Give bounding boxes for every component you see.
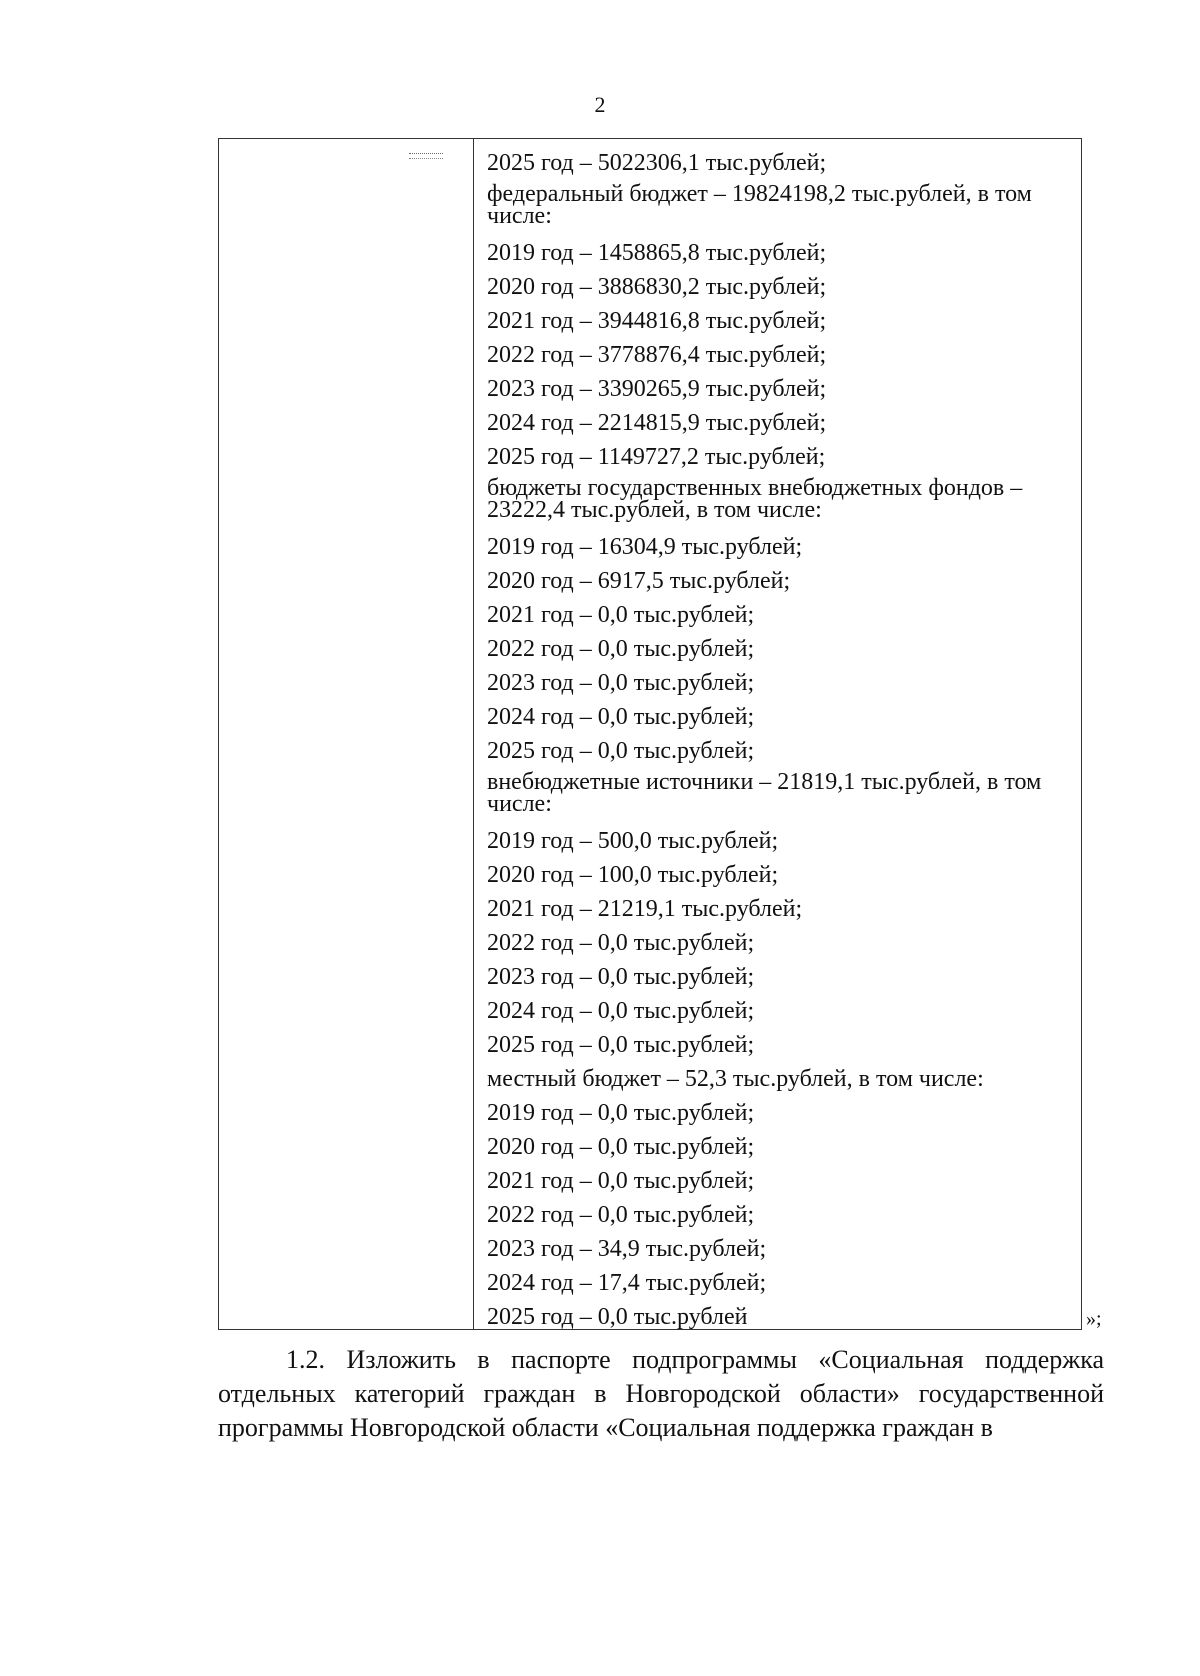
funding-line: 2019 год – 500,0 тыс.рублей; — [487, 828, 779, 854]
funding-line: 2021 год – 3944816,8 тыс.рублей; — [487, 308, 827, 334]
funding-line: 2020 год – 100,0 тыс.рублей; — [487, 862, 779, 888]
funding-line: 2024 год – 0,0 тыс.рублей; — [487, 704, 755, 730]
funding-line: 2020 год – 3886830,2 тыс.рублей; — [487, 274, 827, 300]
funding-line: 2019 год – 16304,9 тыс.рублей; — [487, 534, 803, 560]
closing-quote: »; — [1086, 1308, 1102, 1330]
funding-line: 2023 год – 3390265,9 тыс.рублей; — [487, 376, 827, 402]
column-divider — [473, 139, 474, 1329]
funding-line: 2025 год – 1149727,2 тыс.рублей; — [487, 444, 826, 470]
funding-line: внебюджетные источники – 21819,1 тыс.рублей, в том числе: — [487, 769, 1042, 817]
funding-line: 2023 год – 0,0 тыс.рублей; — [487, 964, 755, 990]
funding-line: местный бюджет – 52,3 тыс.рублей, в том числе: — [487, 1066, 984, 1092]
funding-line: 2019 год – 0,0 тыс.рублей; — [487, 1100, 755, 1126]
funding-line: федеральный бюджет – 19824198,2 тыс.рублей, в том числе: — [487, 181, 1032, 229]
funding-table — [218, 138, 1082, 1330]
funding-line: 2022 год – 3778876,4 тыс.рублей; — [487, 342, 827, 368]
funding-line: 2020 год – 6917,5 тыс.рублей; — [487, 568, 791, 594]
funding-line: бюджеты государственных внебюджетных фондов – 23222,4 тыс.рублей, в том числе: — [487, 475, 1023, 523]
funding-line: 2025 год – 0,0 тыс.рублей; — [487, 738, 755, 764]
funding-line: 2023 год – 34,9 тыс.рублей; — [487, 1236, 767, 1262]
funding-line: 2022 год – 0,0 тыс.рублей; — [487, 636, 755, 662]
funding-line: 2022 год – 0,0 тыс.рублей; — [487, 1202, 755, 1228]
funding-line: 2022 год – 0,0 тыс.рублей; — [487, 930, 755, 956]
funding-line: 2021 год – 0,0 тыс.рублей; — [487, 602, 755, 628]
funding-line: 2021 год – 0,0 тыс.рублей; — [487, 1168, 755, 1194]
funding-line: 2023 год – 0,0 тыс.рублей; — [487, 670, 755, 696]
scan-artifact — [409, 153, 443, 159]
funding-line: 2025 год – 0,0 тыс.рублей; — [487, 1032, 755, 1058]
funding-line: 2025 год – 0,0 тыс.рублей — [487, 1304, 748, 1330]
page-number: 2 — [594, 92, 606, 117]
funding-line: 2024 год – 0,0 тыс.рублей; — [487, 998, 755, 1024]
body-paragraph: 1.2. Изложить в паспорте подпрограммы «Социальная поддержка отдельных категорий граждан в Новгородской области» государственной программы Новгородской области «Социальная поддержка граждан в — [218, 1345, 1104, 1442]
funding-line: 2024 год – 2214815,9 тыс.рублей; — [487, 410, 827, 436]
funding-lines — [487, 149, 1077, 1337]
funding-line: 2025 год – 5022306,1 тыс.рублей; — [487, 150, 827, 176]
funding-line: 2019 год – 1458865,8 тыс.рублей; — [487, 240, 827, 266]
funding-line: 2024 год – 17,4 тыс.рублей; — [487, 1270, 767, 1296]
funding-line: 2020 год – 0,0 тыс.рублей; — [487, 1134, 755, 1160]
funding-line: 2021 год – 21219,1 тыс.рублей; — [487, 896, 803, 922]
